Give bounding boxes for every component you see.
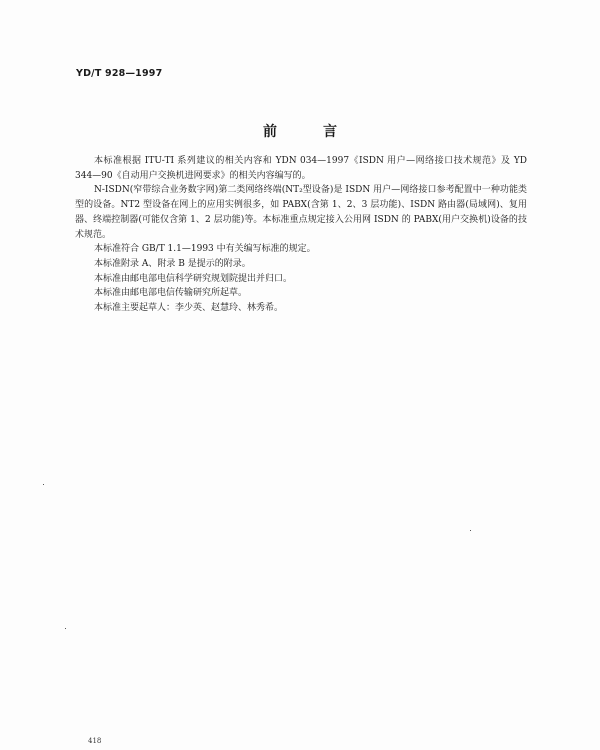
paragraph-compliance: 本标准符合 GB/T 1.1—1993 中有关编写标准的规定。 bbox=[94, 244, 316, 255]
scan-speck bbox=[65, 628, 66, 629]
paragraph-basis: 本标准根据 ITU-TI 系列建议的相关内容和 YDN 034—1997《ISDN 用户—网络接口技术规范》及 YD 344—90《自动用户交换机进网要求》的相关内容编写的。 bbox=[75, 156, 527, 181]
standard-code: YD/T 928—1997 bbox=[76, 68, 163, 79]
scan-speck bbox=[470, 530, 471, 531]
page-title: 前言 bbox=[263, 124, 383, 140]
scan-speck bbox=[43, 484, 44, 485]
paragraph-nt2-description: N-ISDN(窄带综合业务数字网)第二类网络终端(NT₂型设备)是 ISDN 用户—网络接口参考配置中一种功能类型的设备。NT2 型设备在网上的应用实例很多，如 PABX(含第 1、2、3 层功能)、ISDN 路由器(局域网)、复用器、终端控制器(可能仅含第 1、2 层功能)等。本标准重点规定接入公用网 ISDN 的 PABX(用户交换机)设备的技术规范。 bbox=[75, 185, 527, 240]
paragraph-drafter: 本标准由邮电部电信传输研究所起草。 bbox=[94, 288, 248, 299]
page-number: 418 bbox=[88, 737, 102, 745]
foreword-body bbox=[75, 154, 527, 316]
paragraph-authors: 本标准主要起草人：李少英、赵慧玲、林秀希。 bbox=[94, 303, 284, 314]
paragraph-proposer: 本标准由邮电部电信科学研究规划院提出并归口。 bbox=[94, 273, 293, 284]
paragraph-appendix: 本标准附录 A、附录 B 是提示的附录。 bbox=[94, 258, 251, 269]
